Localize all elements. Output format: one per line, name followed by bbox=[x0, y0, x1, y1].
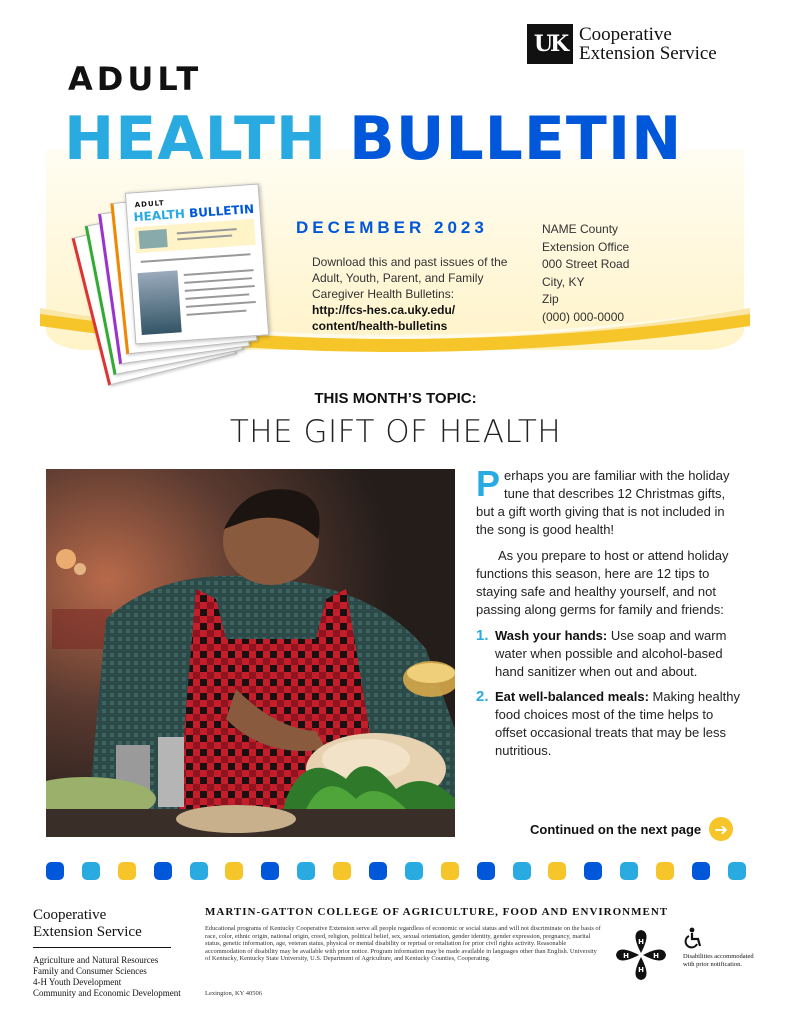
logo-text bbox=[579, 25, 717, 63]
office-street: 000 Street Road bbox=[542, 257, 630, 271]
decorative-dot bbox=[190, 862, 208, 880]
decorative-dot bbox=[584, 862, 602, 880]
url-line-2[interactable]: content/health-bulletins bbox=[312, 319, 448, 333]
tip-text: Making healthy food choices most of the time helps to offset occasional treats that may be less nutritious. bbox=[495, 689, 740, 758]
office-zip: Zip bbox=[542, 292, 559, 306]
decorative-dot bbox=[620, 862, 638, 880]
decorative-dot bbox=[225, 862, 243, 880]
intro-paragraph bbox=[476, 463, 746, 539]
mini-title-health: HEALTH bbox=[133, 206, 186, 225]
county-office-address bbox=[542, 221, 629, 326]
mini-photo bbox=[137, 270, 181, 335]
continued-link[interactable] bbox=[530, 817, 733, 841]
intro-text: erhaps you are familiar with the holiday tune that describes 12 Christmas gifts, but a gift worth giving that is not included in the song is good health! bbox=[476, 468, 730, 537]
disabilities-note: Disabilities accommodated with prior notification. bbox=[683, 953, 754, 968]
tip-text: Use soap and warm water when possible and alcohol-based hand sanitizer when out and about. bbox=[495, 628, 727, 679]
article-body bbox=[476, 463, 746, 767]
mini-title-bulletin: BULLETIN bbox=[188, 201, 255, 221]
footer-org-logo bbox=[33, 907, 171, 952]
decorative-dot bbox=[333, 862, 351, 880]
decorative-dot bbox=[477, 862, 495, 880]
mini-text-line bbox=[186, 301, 256, 308]
footer-divider bbox=[33, 947, 171, 948]
title-health: HEALTH bbox=[64, 104, 328, 174]
svg-text:H: H bbox=[653, 952, 659, 960]
decorative-dot bbox=[441, 862, 459, 880]
nondiscrimination-statement: Educational programs of Kentucky Cooperative Extension serve all people regardless of economic or social status and will not discriminate on the basis of race, color, ethnic origin, national origin, creed, religion, political belief, sex, sexual orientation, gender identity, gender expression, pregnancy, marital status, genetic information, age, veteran status, physical or mental disability or reprisal or retaliation for prior civil rights activity. Reasonable accommodation of disability may be available with prior notice. Program information may be made available in languages other than English. University of Kentucky, Kentucky State University, U.S. Department of Agriculture, and Kentucky Counties, Cooperating. bbox=[205, 925, 601, 963]
url-line-1[interactable]: http://fcs-hes.ca.uky.edu/ bbox=[312, 303, 456, 317]
front-bulletin-cover bbox=[125, 184, 269, 345]
man-cooking-illustration bbox=[46, 469, 455, 837]
footer-org-line-2: Extension Service bbox=[33, 924, 142, 940]
tip-text-wrap bbox=[495, 627, 746, 681]
mini-kicker: ADULT bbox=[134, 199, 165, 210]
decorative-dot bbox=[82, 862, 100, 880]
decorative-dot bbox=[656, 862, 674, 880]
college-name: MARTIN-GATTON COLLEGE OF AGRICULTURE, FOOD AND ENVIRONMENT bbox=[205, 906, 669, 918]
footer-city: Lexington, KY 40506 bbox=[205, 990, 262, 997]
uk-logo-mark: UK bbox=[527, 24, 573, 64]
bulletin-kicker: ADULT bbox=[68, 60, 203, 98]
decorative-dot bbox=[728, 862, 746, 880]
office-city: City, KY bbox=[542, 274, 585, 289]
mini-text-line bbox=[184, 277, 252, 284]
download-info bbox=[312, 254, 512, 334]
arrow-right-icon[interactable]: ➔ bbox=[709, 817, 733, 841]
dept-item: Family and Consumer Sciences bbox=[33, 966, 147, 976]
office-type: Extension Office bbox=[542, 239, 630, 254]
svg-text:H: H bbox=[623, 952, 629, 960]
4h-clover-icon bbox=[612, 926, 670, 984]
dept-item: Community and Economic Development bbox=[33, 988, 181, 998]
continued-label[interactable]: Continued on the next page bbox=[530, 821, 702, 837]
dept-item: Agriculture and Natural Resources bbox=[33, 955, 159, 965]
accessibility-icon bbox=[683, 927, 705, 949]
decorative-dot-row bbox=[46, 862, 746, 880]
title-bulletin: BULLETIN bbox=[348, 104, 683, 174]
mini-stack-thumb bbox=[139, 229, 168, 249]
tip-title: Eat well-balanced meals: bbox=[495, 689, 649, 704]
drop-cap: P bbox=[476, 463, 501, 504]
decorative-dot bbox=[297, 862, 315, 880]
logo-line-2: Extension Service bbox=[579, 43, 717, 64]
tip-item bbox=[476, 627, 746, 681]
mini-text-line bbox=[185, 285, 255, 292]
tips-intro-paragraph: As you prepare to host or attend holiday functions this season, here are 12 tips to staying safe and healthy yourself, and not passing along germs for family and friends: bbox=[476, 548, 729, 617]
topic-label: THIS MONTH’S TOPIC: bbox=[314, 390, 477, 407]
decorative-dot bbox=[261, 862, 279, 880]
decorative-dot bbox=[548, 862, 566, 880]
cooking-photo bbox=[46, 469, 455, 837]
topic-title: THE GIFT OF HEALTH bbox=[229, 414, 562, 450]
mini-text-line bbox=[141, 253, 251, 263]
uk-extension-logo bbox=[527, 24, 717, 64]
bulletins-link[interactable] bbox=[312, 302, 512, 334]
office-phone: (000) 000-0000 bbox=[542, 309, 625, 324]
mini-text-line bbox=[186, 310, 246, 316]
office-name: NAME County bbox=[542, 222, 619, 236]
bulletin-stack-image bbox=[88, 184, 278, 364]
issue-date: DECEMBER 2023 bbox=[296, 218, 488, 237]
decorative-dot bbox=[692, 862, 710, 880]
decorative-dot bbox=[405, 862, 423, 880]
mini-text-line bbox=[184, 269, 254, 276]
decorative-dot bbox=[513, 862, 531, 880]
svg-text:H: H bbox=[638, 938, 644, 946]
mini-text-line bbox=[185, 293, 249, 299]
decorative-dot bbox=[46, 862, 64, 880]
decorative-dot bbox=[118, 862, 136, 880]
tip-title: Wash your hands: bbox=[495, 628, 608, 643]
svg-text:H: H bbox=[638, 966, 644, 974]
tip-item bbox=[476, 688, 746, 760]
tip-number: 2. bbox=[476, 688, 489, 705]
logo-line-1: Cooperative bbox=[579, 24, 672, 45]
decorative-dot bbox=[154, 862, 172, 880]
decorative-dot bbox=[369, 862, 387, 880]
bulletin-title bbox=[64, 104, 682, 174]
tip-text-wrap bbox=[495, 688, 746, 760]
footer-org-line-1: Cooperative bbox=[33, 907, 107, 923]
download-text: Download this and past issues of the Adult, Youth, Parent, and Family Caregiver Health Bulletins: bbox=[312, 255, 508, 301]
dept-item: 4-H Youth Development bbox=[33, 977, 122, 987]
tip-number: 1. bbox=[476, 627, 489, 644]
footer-departments bbox=[33, 955, 181, 999]
